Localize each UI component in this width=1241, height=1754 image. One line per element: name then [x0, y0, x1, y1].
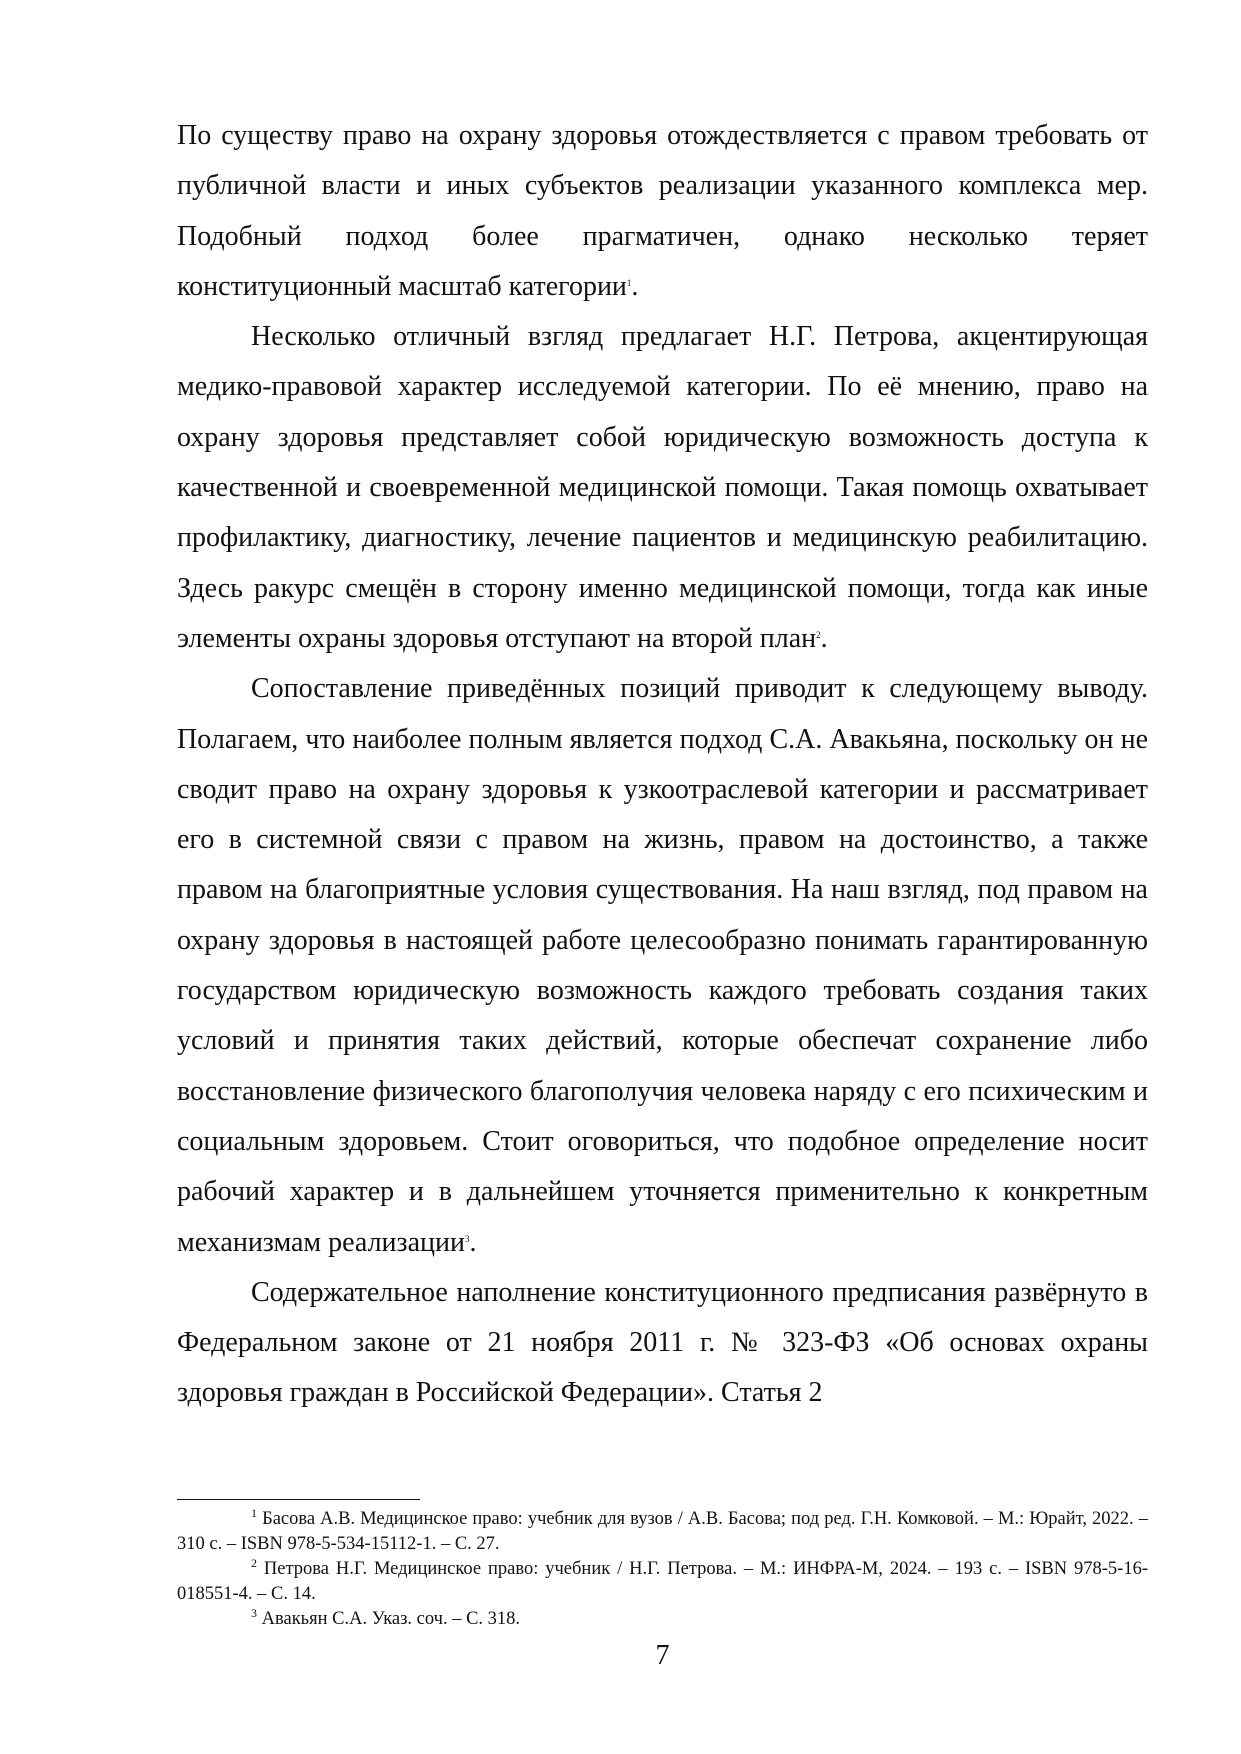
paragraph-tail: .: [631, 270, 639, 302]
paragraph: [177, 111, 1148, 312]
paragraph: [177, 664, 1148, 1268]
page-number: 7: [655, 1640, 670, 1671]
paragraph-text: Несколько отличный взгляд предлагает Н.Г. Петрова, акцентирующая медико-правовой характер исследуемой категории. По её мнению, право на охрану здоровья представляет собой юридическую возможность доступа к качественной и своевременной медицинской помощи. Такая помощь охватывает профилактику, диагностику, лечение пациентов и медицинскую реабилитацию. Здесь ракурс смещён в сторону именно медицинской помощи, тогда как иные элементы охраны здоровья отступают на второй план: [177, 321, 1148, 654]
footnote: [177, 1507, 1148, 1557]
paragraph-text: Сопоставление приведённых позиций приводит к следующему выводу. Полагаем, что наиболее полным является подход С.А. Авакьяна, поскольку он не сводит право на охрану здоровья к узкоотраслевой категории и рассматривает его в системной связи с правом на жизнь, правом на достоинство, а также правом на благоприятные условия существования. На наш взгляд, под правом на охрану здоровья в настоящей работе целесообразно понимать гарантированную государством юридическую возможность каждого требовать создания таких условий и принятия таких действий, которые обеспечат сохранение либо восстановление физического благополучия человека наряду с его психическим и социальным здоровьем. Стоит оговориться, что подобное определение носит рабочий характер и в дальнейшем уточняется применительно к конкретным механизмам реализации: [177, 673, 1148, 1258]
paragraph-text: По существу право на охрану здоровья отождествляется с правом требовать от публичной власти и иных субъектов реализации указанного комплекса мер. Подобный подход более прагматичен, однако несколько теряет конституционный масштаб категории: [177, 120, 1148, 302]
footnote: [177, 1557, 1148, 1607]
footnote-number: 3: [251, 1606, 257, 1620]
footnote-number: 2: [251, 1556, 257, 1570]
footnote-text: Авакьян С.А. Указ. соч. – С. 318.: [257, 1609, 521, 1629]
footnote-number: 1: [251, 1506, 257, 1520]
footnotes: [177, 1507, 1148, 1632]
footnote: [177, 1607, 1148, 1632]
paragraph: [177, 1268, 1148, 1419]
paragraph-text: Содержательное наполнение конституционного предписания развёрнуто в Федеральном законе от 21 ноября 2011 г. № 323-ФЗ «Об основах охраны здоровья граждан в Российской Федерации». Статья 2: [177, 1276, 1148, 1409]
footnote-reference[interactable]: 3: [464, 1233, 470, 1244]
paragraph: [177, 312, 1148, 664]
footnote-reference[interactable]: 2: [816, 629, 821, 640]
footnote-text: Петрова Н.Г. Медицинское право: учебник / Н.Г. Петрова. – М.: ИНФРА-М, 2024. – 193 с. – ISBN 978-5-16-018551-4. – С. 14.: [177, 1559, 1148, 1604]
paragraph-tail: .: [820, 622, 828, 654]
paragraph-tail: .: [469, 1226, 477, 1258]
body-text: [177, 111, 1148, 1419]
footnote-separator: [177, 1499, 420, 1500]
footnote-text: Басова А.В. Медицинское право: учебник для вузов / А.В. Басова; под ред. Г.Н. Комковой. – М.: Юрайт, 2022. – 310 с. – ISBN 978-5-534-15112-1. – С. 27.: [177, 1509, 1148, 1554]
footnote-reference[interactable]: 1: [626, 277, 632, 288]
